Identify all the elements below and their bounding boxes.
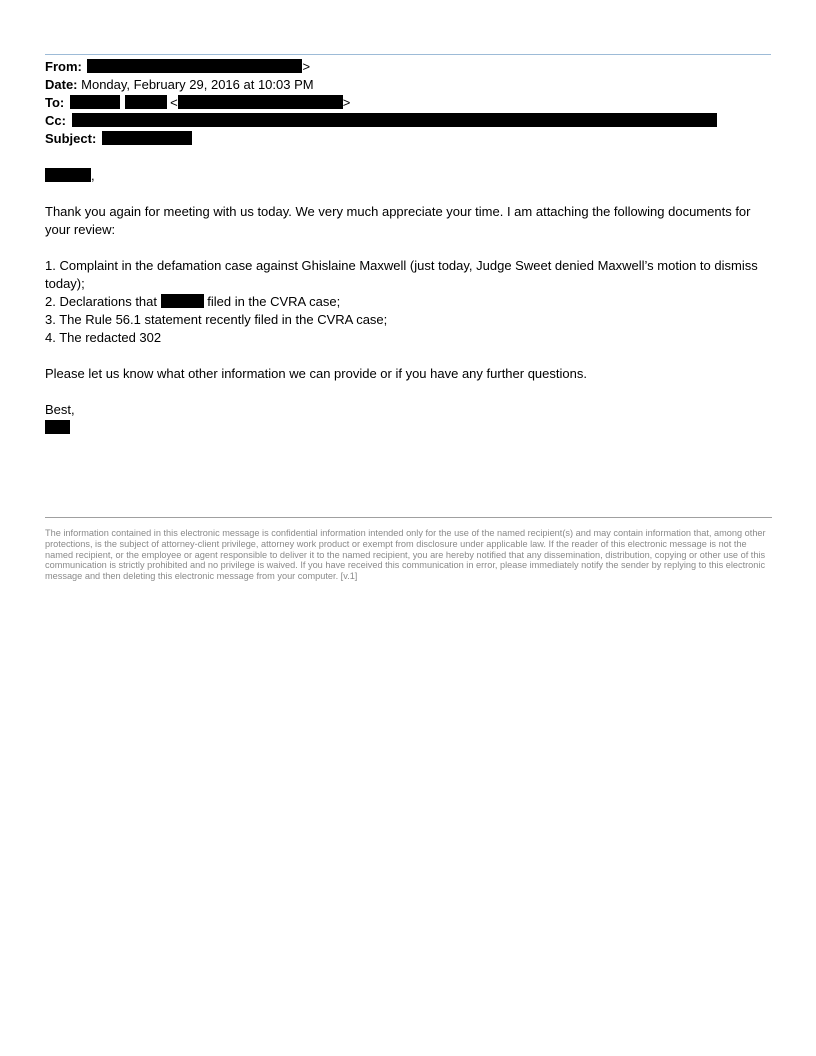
email-header	[45, 58, 771, 148]
to-open-bracket: <	[170, 95, 178, 110]
from-suffix: >	[302, 59, 311, 74]
to-close-bracket: >	[342, 95, 351, 110]
from-line	[45, 58, 771, 76]
confidentiality-disclaimer: The information contained in this electronic message is confidential information intended only for the use of the named recipient(s) and may contain information that, among other protections, is the subject of attorney-client privilege, attorney work product or exempt from disclosure under applicable law. If the reader of this electronic message is not the named recipient, or the employee or agent responsible to deliver it to the named recipient, you are hereby notified that any dissemination, distribution, copying or other use of this communication is strictly prohibited and no privilege is waived. If you have received this communication in error, please immediately notify the sender by replying to this electronic message and then deleting this electronic message from your computer. [v.1]	[45, 528, 766, 582]
signature	[45, 419, 765, 437]
greeting-name-redaction	[45, 168, 91, 182]
to-first-name-redaction	[70, 95, 120, 109]
greeting-suffix: ,	[91, 168, 95, 183]
disclaimer-rule	[45, 517, 772, 518]
list-item-2-suffix: filed in the CVRA case;	[203, 294, 341, 309]
cc-label: Cc:	[45, 113, 66, 128]
to-label: To:	[45, 95, 65, 110]
subject-line	[45, 130, 771, 148]
to-email-redaction	[178, 95, 343, 109]
list-item-2	[45, 293, 765, 311]
to-last-name-redaction	[125, 95, 167, 109]
cc-line	[45, 112, 771, 130]
date-line	[45, 76, 771, 94]
date-value: Monday, February 29, 2016 at 10:03 PM	[81, 77, 314, 92]
list-item-1: 1. Complaint in the defamation case against Ghislaine Maxwell (just today, Judge Sweet denied Maxwell’s motion to dismiss today);	[45, 258, 758, 291]
email-body	[45, 167, 765, 437]
from-redaction	[87, 59, 302, 73]
signature-redaction	[45, 420, 70, 434]
declarant-redaction	[161, 294, 204, 308]
closing-paragraph: Please let us know what other information we can provide or if you have any further questions.	[45, 366, 587, 381]
list-item-4: 4. The redacted 302	[45, 330, 162, 345]
date-label: Date:	[45, 77, 78, 92]
cc-redaction	[72, 113, 717, 127]
intro-paragraph: Thank you again for meeting with us today. We very much appreciate your time. I am attaching the following documents for your review:	[45, 204, 751, 237]
to-line	[45, 94, 771, 112]
subject-label: Subject:	[45, 131, 97, 146]
from-label: From:	[45, 59, 82, 74]
header-top-rule	[45, 54, 771, 55]
list-item-3: 3. The Rule 56.1 statement recently filed in the CVRA case;	[45, 312, 388, 327]
list-item-2-prefix: 2. Declarations that	[45, 294, 161, 309]
sign-off: Best,	[45, 402, 75, 417]
greeting	[45, 167, 765, 185]
subject-redaction	[102, 131, 192, 145]
